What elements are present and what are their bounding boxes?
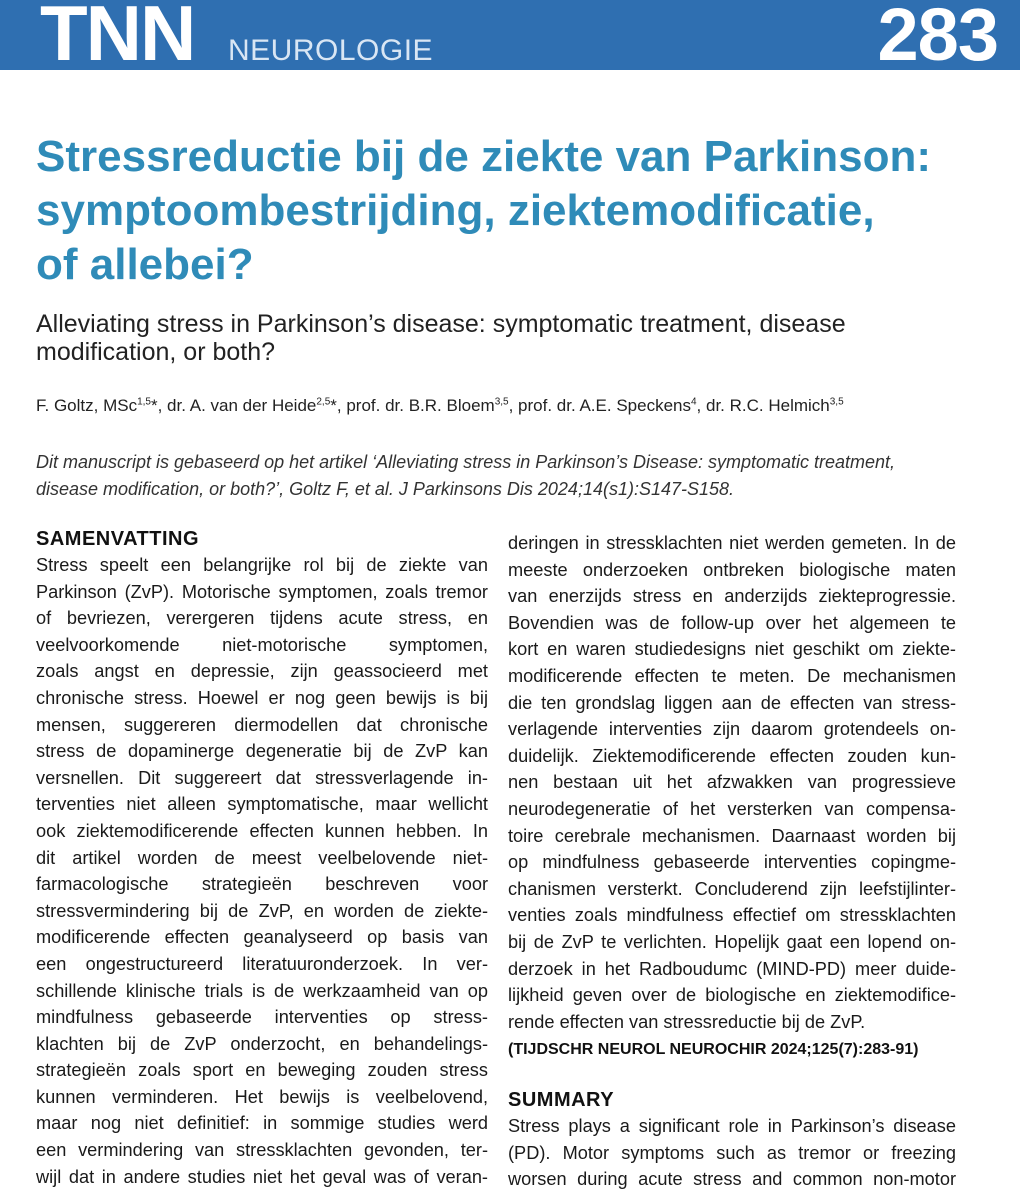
text-line: een vermindering van stressklachten gevonden, ter- bbox=[36, 1140, 488, 1161]
text-line: Parkinson (ZvP). Motorische symptomen, zoals tremor bbox=[36, 581, 488, 602]
left-column bbox=[36, 526, 488, 1190]
text-line: neurodegeneratie of het versterken van compensa- bbox=[508, 798, 956, 819]
text-line: wijl dat in andere studies niet het geval was of veran- bbox=[36, 1166, 488, 1187]
subtitle-line: modification, or both? bbox=[36, 338, 276, 366]
journal-logo: TNN bbox=[40, 0, 195, 70]
text-line: een ongestructureerd literatuuronderzoek. In ver- bbox=[36, 953, 488, 974]
text-line: schillende klinische trials is de werkzaamheid van op bbox=[36, 980, 488, 1001]
text-line: stressvermindering bij de ZvP, en worden de ziekte- bbox=[36, 900, 488, 921]
author-affiliation: 3,5 bbox=[494, 396, 509, 408]
author-list bbox=[36, 395, 1006, 417]
text-line: kunnen verminderen. Het bewijs is veelbelovend, bbox=[36, 1086, 488, 1107]
text-line: dit artikel worden de meest veelbelovende niet- bbox=[36, 847, 488, 868]
text-line: van enerzijds stress en anderzijds ziekteprogressie. bbox=[508, 586, 956, 607]
text-line: farmacologische strategieën beschreven voor bbox=[36, 874, 488, 895]
source-note bbox=[36, 449, 996, 503]
author-name: dr. R.C. Helmich bbox=[706, 396, 830, 415]
author-affiliation: 4 bbox=[690, 396, 697, 408]
author-affiliation: 3,5 bbox=[829, 396, 844, 408]
text-line: Stress plays a significant role in Parkinson’s disease bbox=[508, 1116, 956, 1137]
text-line: stress de dopaminerge degeneratie bij de ZvP kan bbox=[36, 741, 488, 762]
text-line: nen bestaan uit het afzwakken van progressieve bbox=[508, 772, 956, 793]
author-separator: , bbox=[508, 396, 519, 415]
samenvatting-body bbox=[36, 552, 488, 1190]
text-line: kort en waren studiedesigns niet geschikt om ziekte- bbox=[508, 639, 956, 660]
text-line: Bovendien was de follow-up over het algemeen te bbox=[508, 612, 956, 633]
text-line: ook ziektemodificerende effecten kunnen hebben. In bbox=[36, 820, 488, 841]
text-line: maar nog niet definitief: in sommige studies werd bbox=[36, 1113, 488, 1134]
author-separator: *, bbox=[150, 396, 168, 415]
text-line: bij de ZvP te verlichten. Hopelijk gaat een lopend on- bbox=[508, 931, 956, 952]
text-line: toire cerebrale mechanismen. Daarnaast worden bij bbox=[508, 825, 956, 846]
text-line: veelvoorkomende niet-motorische symptomen, bbox=[36, 634, 488, 655]
samenvatting-continued bbox=[508, 530, 956, 1035]
source-note-line: Dit manuscript is gebaseerd op het artikel ‘Alleviating stress in Parkinson’s Disease: symptomatic treatment, bbox=[36, 452, 896, 472]
text-line: op mindfulness gebaseerde interventies copingme- bbox=[508, 852, 956, 873]
author-separator: , bbox=[696, 396, 706, 415]
text-line: terventies niet alleen symptomatische, maar wellicht bbox=[36, 794, 488, 815]
summary-body bbox=[508, 1113, 956, 1193]
source-note-line: disease modification, or both?’, Goltz F, et al. J Parkinsons Dis 2024;14(s1):S147-S158. bbox=[36, 479, 735, 499]
text-line: (PD). Motor symptoms such as tremor or freezing bbox=[508, 1142, 956, 1163]
text-line: rende effecten van stressreductie bij de ZvP. bbox=[508, 1011, 866, 1032]
text-line: modificerende effecten geanalyseerd op basis van bbox=[36, 927, 488, 948]
author-name: F. Goltz, MSc bbox=[36, 396, 138, 415]
text-line: Stress speelt een belangrijke rol bij de ziekte van bbox=[36, 555, 488, 575]
text-line: mindfulness gebaseerde interventies op stress- bbox=[36, 1007, 488, 1028]
author-name: prof. dr. B.R. Bloem bbox=[346, 396, 495, 415]
author-affiliation: 2,5 bbox=[316, 396, 331, 408]
page-number: 283 bbox=[877, 0, 998, 70]
english-subtitle bbox=[36, 310, 996, 366]
subtitle-line: Alleviating stress in Parkinson’s disease: symptomatic treatment, disease bbox=[36, 310, 846, 338]
text-line: modificerende effecten te meten. De mechanismen bbox=[508, 665, 956, 686]
text-line: mensen, suggereren diermodellen dat chronische bbox=[36, 714, 488, 735]
text-line: of bevriezen, verergeren tijdens acute stress, en bbox=[36, 608, 488, 629]
text-line: venties zoals mindfulness effectief om stressklachten bbox=[508, 905, 956, 926]
text-line: derzoek in het Radboudumc (MIND-PD) meer duide- bbox=[508, 958, 956, 979]
title-line: Stressreductie bij de ziekte van Parkinson: bbox=[36, 132, 931, 181]
summary-heading: SUMMARY bbox=[508, 1089, 615, 1112]
text-line: versnellen. Dit suggereert dat stressverlagende in- bbox=[36, 767, 488, 788]
author-name: dr. A. van der Heide bbox=[167, 396, 317, 415]
text-line: die ten grondslag liggen aan de effecten van stress- bbox=[508, 692, 956, 713]
text-line: duidelijk. Ziektemodificerende effecten zouden kun- bbox=[508, 745, 956, 766]
text-line: meeste onderzoeken ontbreken biologische maten bbox=[508, 559, 956, 580]
text-line: chronische stress. Hoewel er nog geen bewijs is bij bbox=[36, 687, 488, 708]
text-line: lijkheid geven over de biologische en ziektemodifice- bbox=[508, 985, 956, 1006]
citation: (TIJDSCHR NEUROL NEUROCHIR 2024;125(7):283-91) bbox=[508, 1041, 919, 1059]
text-line: worsen during acute stress and common non-motor bbox=[508, 1169, 956, 1190]
article-title bbox=[36, 130, 996, 292]
title-line: symptoombestrijding, ziektemodificatie, bbox=[36, 186, 875, 235]
text-line: zoals angst en depressie, zijn geassocieerd met bbox=[36, 661, 488, 682]
text-line: strategieën zoals sport en beweging zouden stress bbox=[36, 1060, 488, 1081]
author-affiliation: 1,5 bbox=[137, 396, 151, 408]
text-line: chanismen versterkt. Concluderend zijn leefstijlinter- bbox=[508, 878, 956, 899]
journal-banner bbox=[0, 0, 1020, 70]
samenvatting-heading: SAMENVATTING bbox=[36, 528, 200, 550]
text-line: klachten bij de ZvP onderzocht, en behandelings- bbox=[36, 1033, 488, 1054]
right-column bbox=[508, 530, 956, 1193]
author-separator: *, bbox=[330, 396, 347, 415]
journal-section: NEUROLOGIE bbox=[228, 34, 434, 67]
title-line: of allebei? bbox=[36, 240, 254, 289]
text-line: verlagende interventies zijn daarom grotendeels on- bbox=[508, 719, 956, 740]
text-line: deringen in stressklachten niet werden gemeten. In de bbox=[508, 533, 956, 553]
author-name: prof. dr. A.E. Speckens bbox=[518, 396, 691, 415]
